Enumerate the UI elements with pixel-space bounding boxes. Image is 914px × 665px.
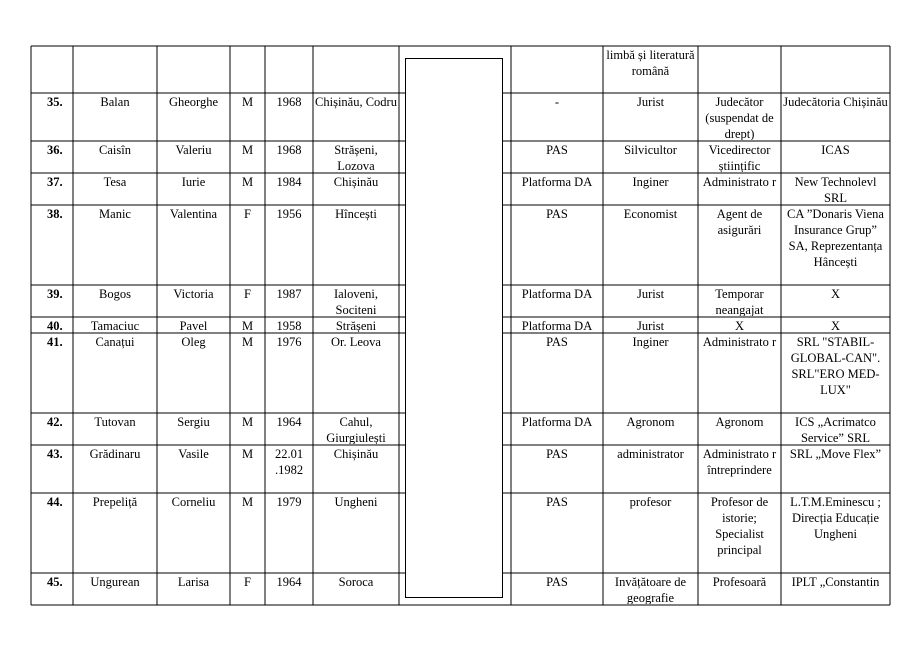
cell-text: 38. [47, 207, 63, 221]
cell-text: Platforma DA [521, 319, 593, 332]
table-cell-continued [315, 47, 397, 92]
table-cell [232, 286, 263, 316]
cell-text: administrator [617, 447, 684, 461]
cell-text: 45. [47, 575, 63, 589]
cell-text: Or. Leova [331, 335, 381, 349]
cell-text: 37. [47, 175, 63, 189]
table-cell-continued [159, 47, 228, 92]
table-cell [232, 494, 263, 572]
table-cell-continued [232, 47, 263, 92]
table-cell [700, 142, 779, 172]
table-cell [783, 574, 888, 604]
table-cell [315, 574, 397, 604]
table-cell [605, 142, 696, 172]
cell-text: Sergiu [177, 415, 210, 429]
cell-text: Strășeni, Lozova [334, 143, 378, 172]
table-cell-continued [267, 47, 311, 92]
cell-text: Ialoveni, Sociteni [333, 287, 379, 316]
table-cell [35, 414, 69, 444]
cell-text: limbă și literatură română [606, 48, 695, 78]
cell-text: ICAS [821, 143, 850, 157]
cell-text: Temporar neangajat [715, 287, 764, 316]
cell-text: Platforma DA [521, 287, 593, 301]
table-cell-continued [605, 47, 696, 92]
cell-text: Administrato r [702, 335, 777, 349]
table-cell [75, 206, 155, 284]
cell-text: Tamaciuc [90, 319, 140, 332]
cell-text: Manic [99, 207, 131, 221]
cell-text: Cahul, Giurgiulești [326, 415, 386, 444]
cell-text: 22.01 .1982 [274, 447, 304, 477]
table-cell [159, 206, 228, 284]
table-cell [267, 142, 311, 172]
cell-text: Chișinău [333, 175, 379, 189]
table-cell [35, 94, 69, 140]
cell-text: PAS [546, 495, 568, 509]
table-cell [232, 446, 263, 492]
table-cell [35, 142, 69, 172]
table-cell [232, 142, 263, 172]
table-cell [315, 414, 397, 444]
cell-text: Platforma DA [521, 415, 593, 429]
cell-text: - [554, 95, 560, 109]
cell-text: F [244, 287, 251, 301]
table-cell [605, 318, 696, 332]
table-cell [700, 286, 779, 316]
cell-text: IPLT „Constantin [791, 575, 880, 589]
cell-text: Inginer [632, 175, 669, 189]
table-cell [605, 334, 696, 412]
table-cell [159, 94, 228, 140]
cell-text: M [241, 143, 254, 157]
table-cell [783, 94, 888, 140]
table-cell [700, 206, 779, 284]
table-cell [513, 414, 601, 444]
cell-text: Strășeni [335, 319, 377, 332]
cell-text: 41. [47, 335, 63, 349]
cell-text: PAS [546, 575, 568, 589]
cell-text: Jurist [636, 287, 665, 301]
cell-text: 1968 [276, 95, 302, 109]
table-cell [267, 286, 311, 316]
table-cell [159, 574, 228, 604]
table-cell [700, 414, 779, 444]
cell-text: PAS [546, 447, 568, 461]
cell-text: Canațui [95, 335, 135, 349]
table-cell [513, 446, 601, 492]
table-cell [513, 574, 601, 604]
table-cell [513, 286, 601, 316]
cell-text: Vicedirector științific [708, 143, 771, 172]
cell-text: Vasile [178, 447, 209, 461]
table-cell [783, 318, 888, 332]
table-cell [159, 286, 228, 316]
table-cell [783, 334, 888, 412]
cell-text: Inginer [632, 335, 669, 349]
cell-text: SRL "STABIL-GLOBAL-CAN". SRL"ERO MED-LUX" [790, 335, 881, 397]
cell-text: Valentina [169, 207, 218, 221]
cell-text: M [241, 495, 254, 509]
cell-text: Prepeliță [92, 495, 138, 509]
cell-text: SRL „Move Flex” [789, 447, 882, 461]
table-cell [513, 174, 601, 204]
table-cell [75, 286, 155, 316]
table-cell [783, 414, 888, 444]
cell-text: Ungheni [334, 495, 378, 509]
cell-text: M [241, 95, 254, 109]
cell-text: Oleg [181, 335, 206, 349]
table-cell [315, 142, 397, 172]
table-cell-continued [700, 47, 779, 92]
table-cell [513, 142, 601, 172]
cell-text: Chișinău, Codru [315, 95, 397, 109]
table-cell [35, 574, 69, 604]
table-cell [232, 174, 263, 204]
table-cell [35, 174, 69, 204]
cell-text: PAS [546, 335, 568, 349]
cell-text: 43. [47, 447, 63, 461]
table-cell [315, 446, 397, 492]
table-cell [315, 174, 397, 204]
table-cell [75, 334, 155, 412]
cell-text: 1964 [276, 575, 302, 589]
table-cell [605, 174, 696, 204]
cell-text: M [241, 175, 254, 189]
table-cell [159, 446, 228, 492]
cell-text: ICS „Acrimatco Service” SRL [795, 415, 876, 444]
table-cell [232, 318, 263, 332]
cell-text: X [734, 319, 745, 332]
table-cell [35, 286, 69, 316]
table-cell [783, 142, 888, 172]
cell-text: Larisa [177, 575, 210, 589]
table-cell [75, 494, 155, 572]
cell-text: 1984 [276, 175, 302, 189]
cell-text: Chișinău [333, 447, 379, 461]
cell-text: Judecătoria Chișinău [783, 95, 888, 109]
cell-text: M [241, 415, 254, 429]
table-cell-continued [35, 47, 69, 92]
table-cell [75, 142, 155, 172]
table-cell [159, 142, 228, 172]
table-cell [159, 174, 228, 204]
cell-text: PAS [546, 143, 568, 157]
table-cell [315, 286, 397, 316]
table-cell [783, 446, 888, 492]
cell-text: Grădinaru [89, 447, 141, 461]
cell-text: Agronom [626, 415, 675, 429]
table-cell [267, 414, 311, 444]
table-cell [267, 94, 311, 140]
table-cell [513, 494, 601, 572]
cell-text: 1968 [276, 143, 302, 157]
cell-text: Jurist [636, 95, 665, 109]
table-cell [513, 206, 601, 284]
cell-text: Pavel [179, 319, 208, 332]
table-cell [605, 414, 696, 444]
cell-text: profesor [629, 495, 672, 509]
cell-text: F [244, 575, 251, 589]
cell-text: 36. [47, 143, 63, 157]
table-cell [513, 94, 601, 140]
table-cell [700, 318, 779, 332]
table-cell [605, 446, 696, 492]
cell-text: Platforma DA [521, 175, 593, 189]
table-cell [315, 334, 397, 412]
table-cell [159, 318, 228, 332]
cell-text: F [244, 207, 251, 221]
cell-text: M [241, 319, 254, 332]
table-cell [232, 414, 263, 444]
table-cell [513, 318, 601, 332]
table-cell [783, 206, 888, 284]
table-cell [232, 206, 263, 284]
table-cell [700, 334, 779, 412]
table-cell [232, 574, 263, 604]
cell-text: Soroca [338, 575, 374, 589]
cell-text: Balan [100, 95, 130, 109]
cell-text: 1976 [276, 335, 302, 349]
table-cell [75, 414, 155, 444]
cell-text: 44. [47, 495, 63, 509]
cell-text: Silvicultor [624, 143, 677, 157]
table-cell [605, 206, 696, 284]
table-cell [700, 446, 779, 492]
cell-text: Profesoară [712, 575, 767, 589]
cell-text: Victoria [173, 287, 214, 301]
cell-text: New Technolevl SRL [794, 175, 877, 204]
cell-text: Economist [623, 207, 678, 221]
cell-text: Administrato r [702, 175, 777, 189]
cell-text: 42. [47, 415, 63, 429]
table-cell [315, 94, 397, 140]
cell-text: 39. [47, 287, 63, 301]
cell-text: 1987 [276, 287, 302, 301]
cell-text: 1979 [276, 495, 302, 509]
table-cell [315, 494, 397, 572]
table-cell [267, 174, 311, 204]
cell-text: Invățătoare de geografie [614, 575, 687, 604]
cell-text: Tutovan [94, 415, 136, 429]
table-cell [159, 334, 228, 412]
table-cell [75, 94, 155, 140]
cell-text: M [241, 335, 254, 349]
table-cell-continued [513, 47, 601, 92]
cell-text: Bogos [99, 287, 131, 301]
cell-text: 40. [47, 319, 63, 332]
cell-text: Corneliu [171, 495, 216, 509]
table-cell [783, 286, 888, 316]
table-cell [159, 494, 228, 572]
cell-text: 1956 [276, 207, 302, 221]
cell-text: 1964 [276, 415, 302, 429]
cell-text: 35. [47, 95, 63, 109]
table-cell [605, 574, 696, 604]
table-cell [75, 174, 155, 204]
cell-text: CA ”Donaris Viena Insurance Grup” SA, Reprezentanța Hâncești [787, 207, 884, 269]
table-cell [315, 318, 397, 332]
cell-text: M [241, 447, 254, 461]
table-cell [267, 574, 311, 604]
table-cell [75, 318, 155, 332]
cell-text: PAS [546, 207, 568, 221]
table-cell [700, 94, 779, 140]
table-cell [783, 494, 888, 572]
table-cell [513, 334, 601, 412]
table-cell [700, 174, 779, 204]
table-cell [267, 334, 311, 412]
cell-text: Administrato r întreprindere [702, 447, 777, 477]
table-cell-continued [75, 47, 155, 92]
table-cell [315, 206, 397, 284]
cell-text: Agent de asigurări [716, 207, 763, 237]
cell-text: 1958 [276, 319, 302, 332]
table-cell [605, 94, 696, 140]
cell-text: Caisîn [99, 143, 131, 157]
table-cell [35, 206, 69, 284]
table-cell [232, 94, 263, 140]
cell-text: Tesa [103, 175, 127, 189]
cell-text: X [830, 287, 841, 301]
cell-text: Judecător (suspendat de drept) [705, 95, 774, 140]
table-cell [75, 574, 155, 604]
cell-text: Jurist [636, 319, 665, 332]
table-cell [700, 494, 779, 572]
table-cell [75, 446, 155, 492]
cell-text: Iurie [181, 175, 206, 189]
table-cell [35, 446, 69, 492]
table-cell-continued [783, 47, 888, 92]
cell-text: L.T.M.Eminescu ; Direcția Educație Ungheni [790, 495, 881, 541]
table-cell [35, 318, 69, 332]
cell-text: Profesor de istorie; Specialist principal [710, 495, 769, 557]
table-cell [159, 414, 228, 444]
cell-text: Valeriu [175, 143, 212, 157]
cell-text: Ungurean [90, 575, 140, 589]
cell-text: X [830, 319, 841, 332]
table-cell [35, 494, 69, 572]
table-cell [267, 446, 311, 492]
cell-text: Hîncești [335, 207, 377, 221]
redacted-column-box [405, 58, 503, 598]
table-cell [35, 334, 69, 412]
cell-text: Agronom [715, 415, 764, 429]
table-cell [267, 494, 311, 572]
table-cell [267, 318, 311, 332]
table-cell [232, 334, 263, 412]
table-cell [783, 174, 888, 204]
table-cell [700, 574, 779, 604]
cell-text: Gheorghe [168, 95, 219, 109]
table-cell [605, 494, 696, 572]
table-cell [605, 286, 696, 316]
table-cell [267, 206, 311, 284]
